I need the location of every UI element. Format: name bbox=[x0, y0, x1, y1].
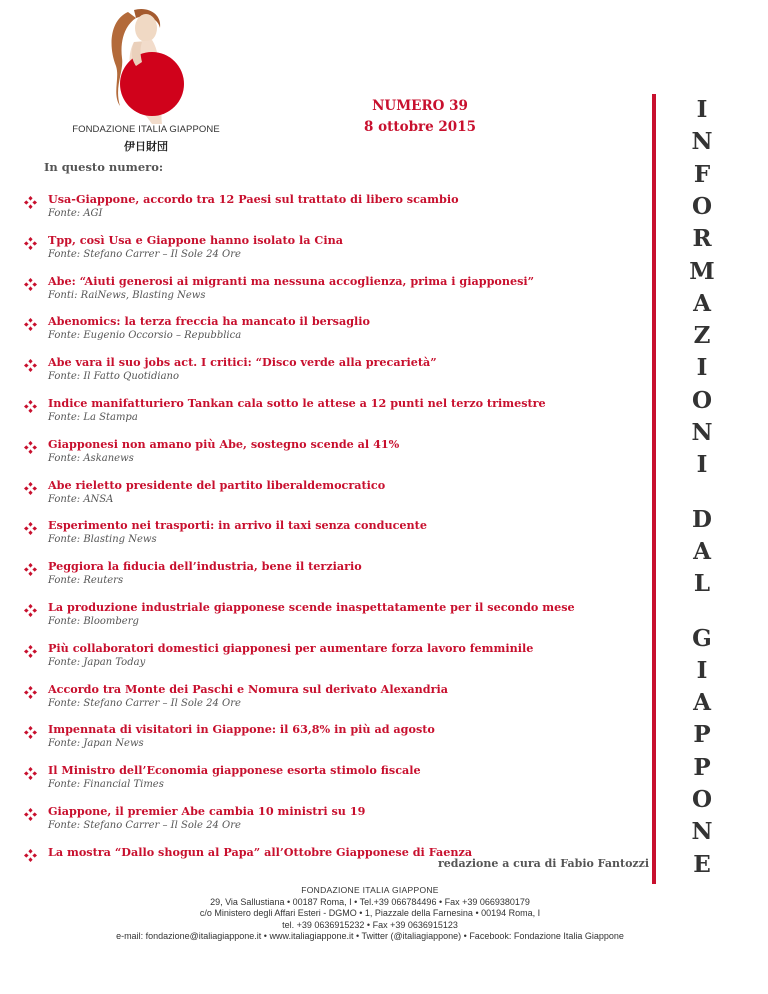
diamond-bullet-icon bbox=[24, 194, 37, 207]
vertical-title-letter: M bbox=[689, 257, 715, 285]
news-source: Fonte: AGI bbox=[48, 208, 103, 219]
vertical-title-letter: A bbox=[693, 289, 711, 317]
vertical-title-letter: F bbox=[693, 160, 711, 188]
news-title: Più collaboratori domestici giapponesi per aumentare forza lavoro femminile bbox=[48, 640, 534, 655]
news-title: Indice manifatturiero Tankan cala sotto le attese a 12 punti nel terzo trimestre bbox=[48, 396, 546, 410]
diamond-bullet-icon bbox=[24, 357, 37, 370]
diamond-bullet-icon bbox=[24, 520, 37, 533]
diamond-bullet-icon bbox=[24, 765, 37, 778]
news-source: Fonte: Stefano Carrer – Il Sole 24 Ore bbox=[48, 697, 241, 709]
diamond-bullet-icon bbox=[24, 398, 37, 411]
diamond-bullet-icon bbox=[24, 480, 37, 493]
footer-address-1: 29, Via Sallustiana • 00187 Roma, I • Tel.+39 066784496 • Fax +39 0669380179 bbox=[210, 896, 530, 907]
news-title: Peggiora la fiducia dell’industria, bene il terziario bbox=[48, 559, 362, 574]
news-title: Abe: “Aiuti generosi ai migranti ma nessuna accoglienza, prima i giapponesi” bbox=[48, 273, 535, 288]
vertical-title-letter: G bbox=[692, 624, 712, 652]
editor-credit: redazione a cura di Fabio Fantozzi bbox=[438, 857, 650, 870]
diamond-bullet-icon bbox=[24, 643, 37, 656]
diamond-bullet-icon bbox=[24, 602, 37, 615]
news-source: Fonte: Financial Times bbox=[48, 779, 164, 791]
issue-date: 8 ottobre 2015 bbox=[364, 119, 476, 135]
diamond-bullet-icon bbox=[24, 724, 37, 737]
news-source: Fonte: Stefano Carrer – Il Sole 24 Ore bbox=[48, 248, 241, 260]
diamond-bullet-icon bbox=[24, 684, 37, 697]
news-source: Fonte: Il Fatto Quotidiano bbox=[48, 371, 180, 383]
news-title: La produzione industriale giapponese scende inaspettatamente per il secondo mese bbox=[48, 600, 575, 614]
vertical-title-letter: N bbox=[691, 128, 713, 156]
news-source: Fonte: Eugenio Occorsio – Repubblica bbox=[48, 330, 242, 342]
foundation-logo bbox=[62, 6, 230, 156]
vertical-title-letter: N bbox=[691, 419, 713, 446]
issue-number: NUMERO 39 bbox=[372, 98, 468, 114]
news-source: Fonte: Askanews bbox=[48, 452, 134, 464]
footer-address-2: c/o Ministero degli Affari Esteri - DGMO • 1, Piazzale della Farnesina • 00194 Roma, I bbox=[199, 908, 541, 919]
footer-contacts: e-mail: fondazione@italiagiappone.it • www.italiagiappone.it • Twitter (@italiagiappone) • Facebook: Fondazione Italia Giappone bbox=[116, 931, 624, 942]
news-title: Abe vara il suo jobs act. I critici: “Disco verde alla precarietà” bbox=[48, 355, 437, 370]
vertical-title-letter: O bbox=[691, 786, 713, 813]
vertical-title-letter: O bbox=[691, 192, 713, 220]
vertical-title-letter: I bbox=[696, 96, 708, 123]
news-title: La mostra “Dallo shogun al Papa” all’Ottobre Giapponese di Faenza bbox=[48, 844, 473, 859]
vertical-divider bbox=[652, 94, 656, 884]
news-title: Tpp, così Usa e Giappone hanno isolato la Cina bbox=[48, 232, 343, 247]
news-source: Fonte: Japan News bbox=[48, 738, 144, 750]
news-source: Fonte: Blasting News bbox=[48, 534, 157, 546]
news-source: Fonte: ANSA bbox=[48, 493, 114, 505]
news-title: Il Ministro dell’Economia giapponese esorta stimolo fiscale bbox=[48, 763, 421, 778]
vertical-title-letter: I bbox=[696, 451, 708, 479]
news-source: Fonti: RaiNews, Blasting News bbox=[48, 289, 206, 301]
news-source: Fonte: Japan Today bbox=[48, 656, 146, 668]
news-title: Usa-Giappone, accordo tra 12 Paesi sul trattato di libero scambio bbox=[48, 192, 459, 206]
diamond-bullet-icon bbox=[24, 276, 37, 289]
venus-red-sun-emblem bbox=[90, 6, 202, 124]
diamond-bullet-icon bbox=[24, 561, 37, 574]
news-title: Giappone, il premier Abe cambia 10 ministri su 19 bbox=[48, 804, 366, 818]
org-name: FONDAZIONE ITALIA GIAPPONE bbox=[72, 124, 220, 135]
diamond-bullet-icon bbox=[24, 847, 37, 860]
diamond-bullet-icon bbox=[24, 235, 37, 248]
news-source: Fonte: Reuters bbox=[48, 575, 124, 587]
news-title: Abe rieletto presidente del partito liberaldemocratico bbox=[48, 477, 386, 492]
news-title: Accordo tra Monte dei Paschi e Nomura sul derivato Alexandria bbox=[48, 681, 449, 696]
vertical-title-letter: O bbox=[691, 386, 713, 414]
diamond-bullet-icon bbox=[24, 439, 37, 452]
org-name-japanese: 伊日財団 bbox=[124, 140, 168, 153]
footer-phone: tel. +39 0636915232 • Fax +39 0636915123 bbox=[282, 919, 458, 930]
news-source: Fonte: Bloomberg bbox=[48, 616, 139, 627]
news-title: Impennata di visitatori in Giappone: il 63,8% in più ad agosto bbox=[48, 722, 435, 737]
vertical-title-letter: A bbox=[693, 537, 711, 565]
news-title: Giapponesi non amano più Abe, sostegno scende al 41% bbox=[48, 436, 400, 451]
vertical-title-letter: L bbox=[693, 570, 711, 598]
footer-org: FONDAZIONE ITALIA GIAPPONE bbox=[301, 885, 439, 895]
issue-info bbox=[325, 96, 515, 138]
vertical-title-letter: I bbox=[696, 656, 708, 684]
diamond-bullet-icon bbox=[24, 806, 37, 819]
news-title: Esperimento nei trasporti: in arrivo il taxi senza conducente bbox=[48, 518, 427, 533]
footer bbox=[60, 885, 680, 943]
vertical-title-letter: A bbox=[693, 689, 711, 717]
vertical-title-letter: R bbox=[692, 225, 712, 253]
in-this-issue-label: In questo numero: bbox=[44, 160, 164, 174]
vertical-title-letter: P bbox=[693, 753, 711, 781]
vertical-title-letter: P bbox=[693, 721, 711, 749]
diamond-bullet-icon bbox=[24, 316, 37, 329]
vertical-title-letter: E bbox=[693, 850, 711, 878]
news-title: Abenomics: la terza freccia ha mancato il bersaglio bbox=[48, 314, 370, 329]
vertical-title-letter: Z bbox=[693, 322, 711, 350]
vertical-title-letter: D bbox=[692, 505, 712, 533]
news-source: Fonte: Stefano Carrer – Il Sole 24 Ore bbox=[48, 820, 241, 831]
news-source: Fonte: La Stampa bbox=[48, 412, 138, 423]
vertical-title-letter: I bbox=[696, 354, 708, 382]
vertical-title-letter: N bbox=[691, 818, 713, 846]
